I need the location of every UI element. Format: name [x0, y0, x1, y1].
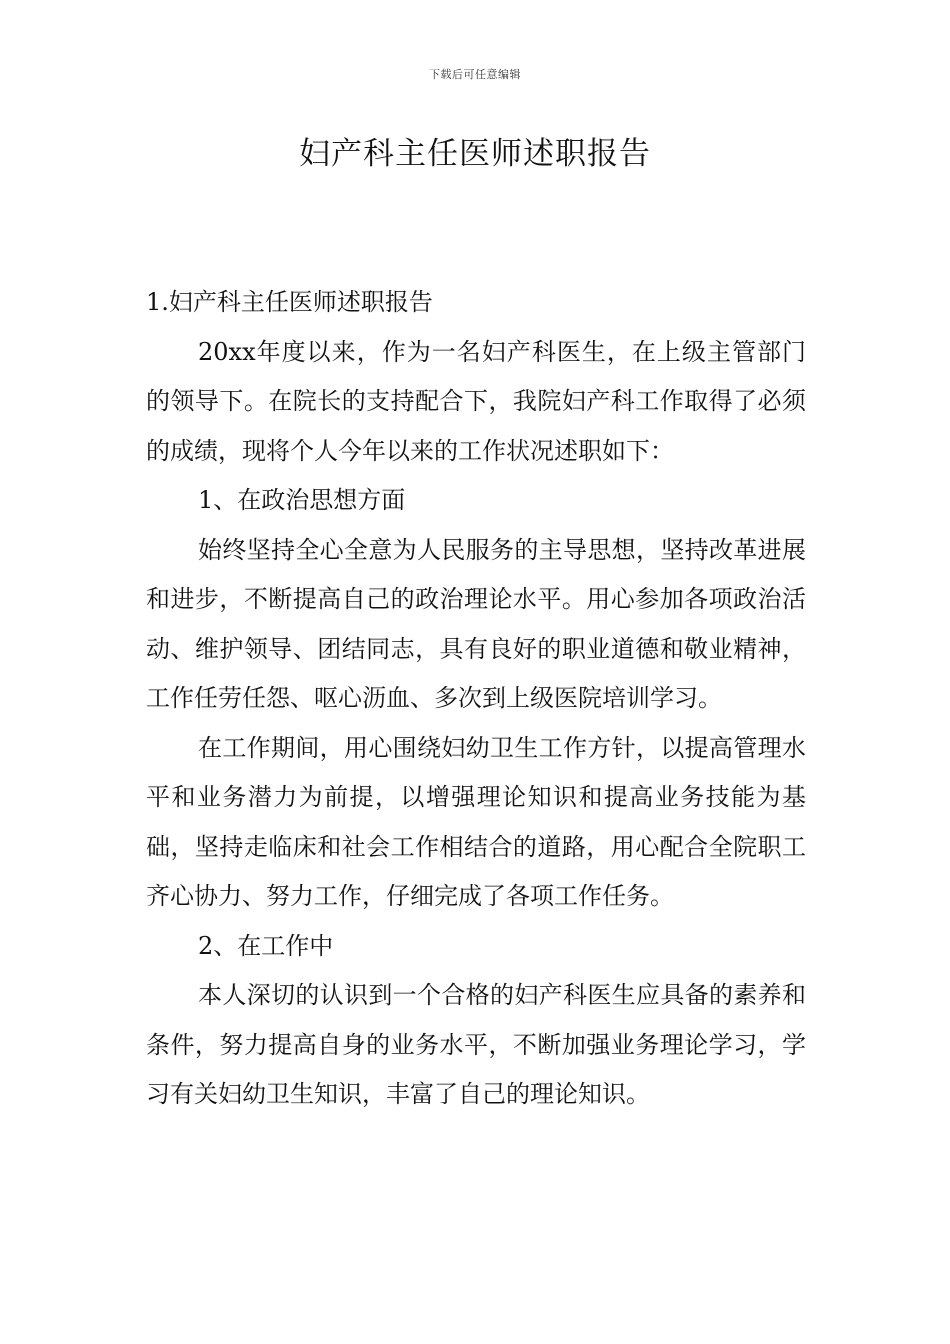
- subheading-political: 1、在政治思想方面: [198, 486, 406, 514]
- header-note: 下载后可任意编辑: [429, 68, 521, 81]
- section-heading: 1.妇产科主任医师述职报告: [146, 288, 433, 316]
- paragraph-political: 始终坚持全心全意为人民服务的主导思想，坚持改革进展和进步，不断提高自己的政治理论水平。用心参加各项政治活动、维护领导、团结同志，具有良好的职业道德和敬业精神，工作任劳任怨、呕心沥血、多次到上级医院培训学习。: [146, 535, 806, 712]
- paragraph-at-work: 本人深切的认识到一个合格的妇产科医生应具备的素养和条件，努力提高自身的业务水平，不断加强业务理论学习，学习有关妇幼卫生知识，丰富了自己的理论知识。: [146, 981, 806, 1108]
- subheading-at-work: 2、在工作中: [198, 931, 334, 960]
- document-body: [146, 278, 806, 1120]
- document-title: 妇产科主任医师述职报告: [299, 136, 651, 172]
- paragraph-intro: 20xx年度以来，作为一名妇产科医生，在上级主管部门的领导下。在院长的支持配合下，我院妇产科工作取得了必须的成绩，现将个人今年以来的工作状况述职如下：: [146, 337, 806, 465]
- paragraph-work-period: 在工作期间，用心围绕妇幼卫生工作方针，以提高管理水平和业务潜力为前提，以增强理论知识和提高业务技能为基础，坚持走临床和社会工作相结合的道路，用心配合全院职工齐心协力、努力工作，仔细完成了各项工作任务。: [146, 733, 806, 910]
